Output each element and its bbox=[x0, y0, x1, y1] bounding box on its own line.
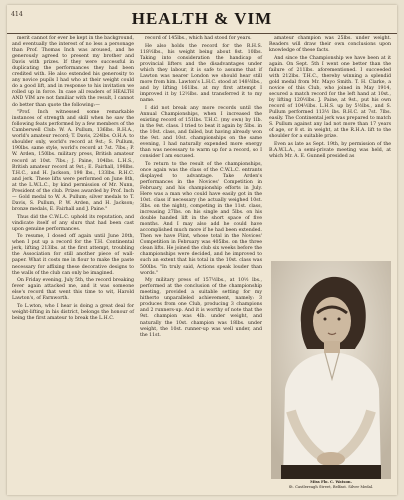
page-header bbox=[7, 5, 397, 34]
portrait-image bbox=[271, 261, 391, 479]
paragraph: record of 145lbs., which had stood for years. bbox=[145, 36, 252, 41]
paragraph: Even as late as Sept. 19th, by permission of the B.A.W.L.A., a semi-private meeting was held, at which Mr. A. E. Gunnell presided as bbox=[269, 141, 391, 160]
paragraph: To return to the result of the championships, once again was the class of the C.W.L.C. entrants displayed to advantage. Take Arden's performances in the Novices' Competition in February, and his championship efforts in July. Here was a man who could have easily got in the 10st. class if necessary (he actually weighed 10st. 3lbs. on the night), competing in the 11st. class, increasing 27lbs. on his single and 5lbs. on his double handed lift in the short space of five months. And I may also add he could have accomplished much more if he had been extended. Then we have Flint, whose total in the Novices' Competition in February was 405lbs. on the three clean lifts. He joined the club six weeks before the championships were decided, and he improved to such an extent that his total in the 10st. class was 500lbs. "In truly said, Actions speak louder than words." bbox=[140, 161, 262, 276]
paragraph: On Friday evening, July 5th, the record breaking fever again attacked me, and it was someone else's record that went this time to wit, Harold Lawton's, of Farnworth. bbox=[12, 278, 134, 302]
photo-caption bbox=[271, 480, 391, 489]
paragraph: To resume, I dosed off again until June 20th, when I put up a record for the T.H. Continental jerk, lifting 213lbs. at the first attempt, troubling the Association for still another piece of wall-paper. What it costs me in flour to make the paste necessary for affixing these decorative designs to the walls of the club can only be imagined. bbox=[12, 234, 134, 276]
paragraph: And since the Championship we have been at it again. On Sept. 5th I went one better than the failure of 211lbs. aforementioned. I succeeded with 212lbs. T.H.C., thereby winning a splendid gold medal from Mr. Mayo Smith. T. H. Clarke, a novice of this Club, who joined in May 1914, secured a match record for the left hand at 10st., by lifting 120½lbs. J. Paine, at 9st., put his own record of 104½lbs. L.H.S. up by 5½lbs., and S. Pullum performed 113½ lbs. R.H.C. at 7st. 7lbs. easily. The Continental jerk was prepared to match S. Pullum against any lad not more than 17 years of age, or 8 st. in weight, at the R.H.A. lift to the shoulder for a suitable prize. bbox=[269, 55, 391, 140]
article-column-1 bbox=[12, 36, 134, 324]
paragraph: He also holds the record for the R.H.S. 118½lbs., his weight being about 8st. 10lbs. Taking into consideration the handicap of provincial lifters and the disadvantages under which they labour, it is safe to assume that if Lawton was nearer London we should hear still more from him. Lawton's L.H.C. stood at 148½lbs., and by lifting 161lbs. at my first attempt I improved it by 12½lbs. and transferred it to my name. bbox=[140, 43, 262, 104]
paragraph: Thus did the C.W.L.C. uphold its reputation, and vindicate itself of any slurs that had been cast upon genuine performances. bbox=[12, 214, 134, 232]
paragraph: My military press of 157½lbs., at 10½ lbs., performed at the conclusion of the championship meeting, provided a suitable setting for my hitherto unparalleled achievement, namely: 3 produces from one Club, producing 3 champions and 2 runners-up. And it is worthy of note that the 9st. champion was 4lb. under weight, and naturally the 10st. champion was 18lbs. under weight, the 10st. runner-up was well under, and the 11st. bbox=[140, 278, 262, 338]
article-column-2 bbox=[140, 36, 262, 340]
paragraph: To L.wton, who I hear is doing a great deal for weight-lifting in his district, belongs the honour of being the first amateur to break the L.H.C. bbox=[12, 303, 134, 322]
paragraph: I did not break any more records until the Annual Championships, when I increased the existing record of 151lbs. T.H.C. (my own) by 1lb. in the 9st. class. I tried to beat it again by 5lbs. in the 10st. class, and failed, but having already won the 9st. and 10st. championships on the same evening, I had naturally expended more energy than was necessary to warm up for a record, so I consider I am excused. bbox=[140, 105, 262, 160]
paragraph: amateur champion was 25lbs. under weight. Readers will draw their own conclusions upon knowledge of these facts. bbox=[269, 36, 391, 54]
article-column-3 bbox=[269, 36, 391, 162]
magazine-page bbox=[7, 5, 397, 495]
paragraph: merit cannot for ever be kept in the background, and eventually the interest of no less a personage than Prof. Thomas Inch was aroused, and he generously agreed to present my brother and Davis with prizes. If they were successful in duplicating the performances they had been credited with. He also extended his generosity to any novice pupils I had who at their weight could do a good lift, and in response to his invitation we rolled up in force. In case all readers of HEALTH AND VIM are not familiar with the result, I cannot do better than quote the following:— bbox=[12, 36, 134, 108]
caption-studio: St. Castlereagh Street, Belfast. Silver Medal. bbox=[288, 484, 374, 489]
paragraph: "Prof. Inch witnessed some remarkable instances of strength and skill when he saw the following feats performed by a few members of the Camberwell Club: W. A. Pullum, 136lbs. R.H.A., world's amateur record; T. Davis, 224lbs. O.H.A. to shoulder only, world's record at 9st.; S. Pullum, 190lbs. same style, world's record at 7st. 7lbs.; P. W. Arden, 150lbs. military press, British amateur record at 10st. 7lbs.; J. Paine, 104lbs. L.H.S., British amateur record at 9st.; E. Fairhall, 198lbs. T.H.C., and H. Jackson, 198 lbs., 133lbs. R.H.C. and jerk. These lifts were performed on June 8th, at the L.W.L.C., by kind permission of Mr. Nunn, President of the club. Prizes awarded by Prof. Inch — Gold medal to W. A. Pullum; silver medals to T. Davis, S. Pullum, P. W. Arden, and H. Jackson; bronze medals, E. Fairhall and J. Paine." bbox=[12, 110, 134, 212]
caption-name: Miss Flo. C. Watson. bbox=[310, 480, 352, 484]
masthead-title: HEALTH & VIM bbox=[131, 9, 273, 28]
portrait-photo bbox=[271, 261, 391, 479]
page-number: 414 bbox=[11, 11, 23, 18]
